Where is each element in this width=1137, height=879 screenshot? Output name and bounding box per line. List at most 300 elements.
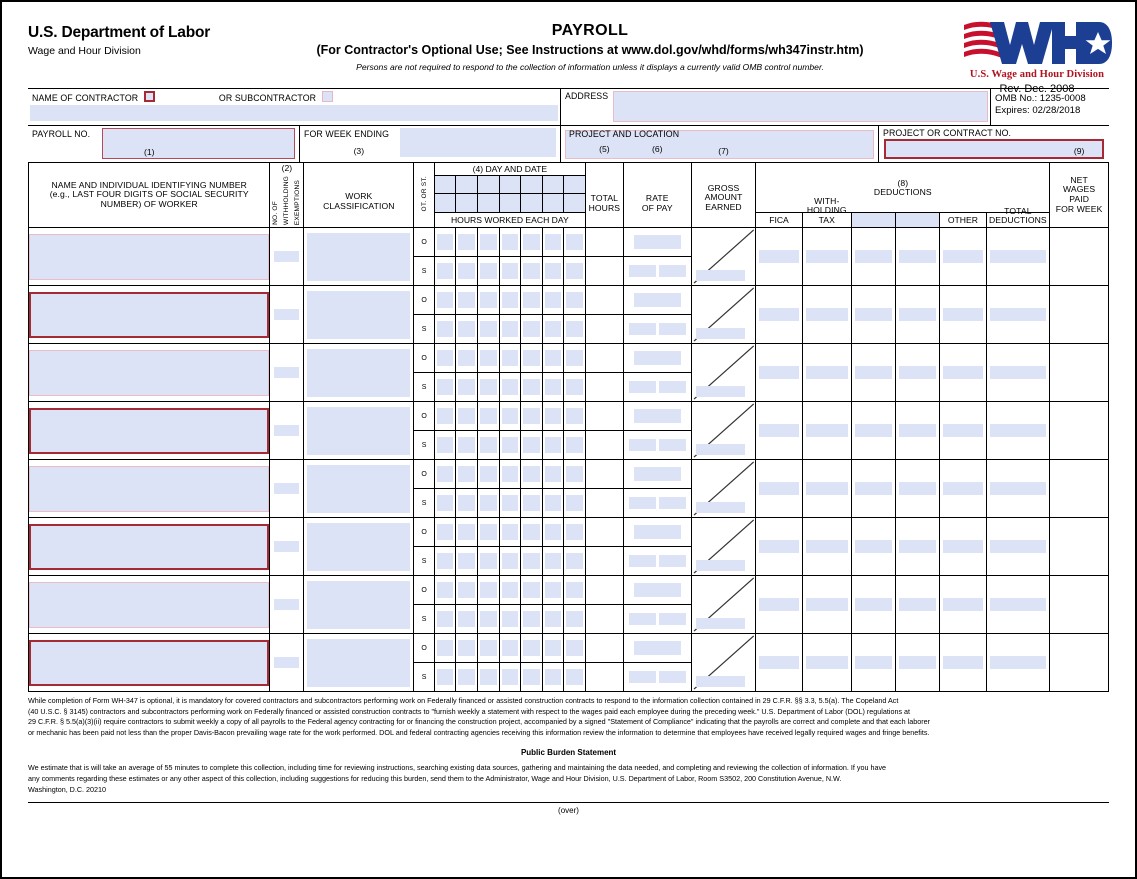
hours-cell-ot[interactable] (477, 518, 499, 547)
hours-input[interactable] (545, 669, 562, 685)
hours-cell-st[interactable] (456, 605, 478, 634)
hours-input[interactable] (502, 321, 519, 337)
deduction-cell-blank-a[interactable] (851, 402, 895, 460)
hours-input[interactable] (502, 669, 519, 685)
hours-input[interactable] (523, 495, 540, 511)
deduction-input[interactable] (990, 250, 1047, 263)
hours-input[interactable] (458, 669, 475, 685)
hours-input[interactable] (545, 321, 562, 337)
hours-cell-st[interactable] (564, 663, 586, 692)
rate-input[interactable] (634, 235, 681, 249)
rate-of-pay-cell-st[interactable] (623, 547, 691, 576)
hours-cell-st[interactable] (499, 257, 521, 286)
deduction-input[interactable] (759, 308, 798, 321)
hours-input[interactable] (502, 350, 519, 366)
hours-cell-ot[interactable] (564, 460, 586, 489)
date-cell-4[interactable] (499, 194, 521, 213)
hours-input[interactable] (480, 640, 497, 656)
hours-input[interactable] (502, 437, 519, 453)
hours-cell-st[interactable] (477, 431, 499, 460)
total-hours-cell-ot[interactable] (585, 344, 623, 373)
hours-input[interactable] (458, 640, 475, 656)
gross-amount-cell[interactable] (691, 518, 756, 576)
hours-input[interactable] (545, 350, 562, 366)
total-hours-cell-ot[interactable] (585, 402, 623, 431)
hours-cell-st[interactable] (564, 373, 586, 402)
hours-cell-ot[interactable] (564, 402, 586, 431)
gross-amount-cell[interactable] (691, 402, 756, 460)
hours-cell-st[interactable] (434, 373, 456, 402)
hours-cell-ot[interactable] (499, 344, 521, 373)
hours-input[interactable] (480, 379, 497, 395)
deduction-input[interactable] (990, 308, 1047, 321)
deduction-input[interactable] (899, 308, 936, 321)
work-classification-input[interactable] (307, 233, 410, 281)
contractor-name-input[interactable] (30, 105, 558, 121)
hours-input[interactable] (437, 669, 454, 685)
hours-cell-ot[interactable] (521, 576, 543, 605)
hours-input[interactable] (437, 495, 454, 511)
rate-of-pay-cell-ot[interactable] (623, 402, 691, 431)
hours-cell-st[interactable] (456, 257, 478, 286)
hours-cell-st[interactable] (564, 315, 586, 344)
exemptions-cell[interactable] (270, 228, 304, 286)
deduction-input[interactable] (806, 250, 848, 263)
deduction-input[interactable] (855, 598, 892, 611)
hours-cell-ot[interactable] (521, 460, 543, 489)
deduction-cell-other[interactable] (940, 576, 986, 634)
exemptions-input[interactable] (274, 483, 299, 494)
net-wages-cell[interactable] (1050, 576, 1109, 634)
hours-cell-ot[interactable] (434, 228, 456, 257)
deduction-cell-total-deductions[interactable] (986, 518, 1050, 576)
rate-of-pay-cell-ot[interactable] (623, 634, 691, 663)
hours-cell-st[interactable] (542, 315, 564, 344)
deduction-input[interactable] (806, 598, 848, 611)
worker-name-input[interactable] (29, 524, 269, 570)
deduction-input[interactable] (943, 598, 982, 611)
hours-input[interactable] (545, 379, 562, 395)
deduction-input[interactable] (855, 482, 892, 495)
hours-input[interactable] (502, 408, 519, 424)
deduction-cell-other[interactable] (940, 460, 986, 518)
hours-cell-ot[interactable] (477, 286, 499, 315)
ded-blank-b-header[interactable] (896, 213, 940, 228)
deduction-input[interactable] (943, 424, 982, 437)
hours-cell-st[interactable] (434, 547, 456, 576)
work-classification-input[interactable] (307, 407, 410, 455)
deduction-input[interactable] (990, 656, 1047, 669)
rate-input[interactable] (634, 351, 681, 365)
work-classification-input[interactable] (307, 639, 410, 687)
deduction-cell-total-deductions[interactable] (986, 228, 1050, 286)
gross-amount-cell[interactable] (691, 344, 756, 402)
deduction-cell-other[interactable] (940, 228, 986, 286)
hours-cell-ot[interactable] (521, 518, 543, 547)
hours-cell-st[interactable] (542, 431, 564, 460)
hours-input[interactable] (545, 553, 562, 569)
hours-cell-ot[interactable] (434, 286, 456, 315)
work-classification-input[interactable] (307, 291, 410, 339)
hours-cell-st[interactable] (477, 315, 499, 344)
deduction-cell-blank-a[interactable] (851, 576, 895, 634)
hours-input[interactable] (437, 553, 454, 569)
deduction-cell-fica[interactable] (756, 402, 802, 460)
deduction-cell-total-deductions[interactable] (986, 402, 1050, 460)
deduction-cell-blank-b[interactable] (896, 518, 940, 576)
deduction-input[interactable] (990, 598, 1047, 611)
deduction-cell-fica[interactable] (756, 576, 802, 634)
hours-input[interactable] (437, 408, 454, 424)
hours-cell-st[interactable] (499, 663, 521, 692)
hours-cell-ot[interactable] (477, 634, 499, 663)
hours-input[interactable] (437, 379, 454, 395)
hours-input[interactable] (502, 263, 519, 279)
hours-cell-st[interactable] (456, 489, 478, 518)
hours-input[interactable] (480, 437, 497, 453)
rate-of-pay-cell-ot[interactable] (623, 576, 691, 605)
deduction-input[interactable] (806, 308, 848, 321)
hours-cell-ot[interactable] (499, 518, 521, 547)
deduction-cell-fica[interactable] (756, 228, 802, 286)
hours-cell-ot[interactable] (521, 402, 543, 431)
date-cell-6[interactable] (542, 194, 564, 213)
deduction-input[interactable] (943, 540, 982, 553)
hours-cell-st[interactable] (521, 605, 543, 634)
deduction-cell-withholding[interactable] (802, 460, 851, 518)
hours-input[interactable] (458, 611, 475, 627)
rate-input-b[interactable] (659, 381, 686, 393)
hours-input[interactable] (437, 524, 454, 540)
deduction-input[interactable] (855, 250, 892, 263)
deduction-input[interactable] (855, 424, 892, 437)
hours-input[interactable] (480, 524, 497, 540)
hours-input[interactable] (566, 495, 583, 511)
hours-cell-st[interactable] (521, 315, 543, 344)
total-hours-cell-st[interactable] (585, 431, 623, 460)
hours-cell-st[interactable] (564, 431, 586, 460)
deduction-input[interactable] (759, 424, 798, 437)
hours-input[interactable] (480, 321, 497, 337)
deduction-cell-fica[interactable] (756, 634, 802, 692)
hours-cell-st[interactable] (499, 315, 521, 344)
hours-input[interactable] (566, 582, 583, 598)
hours-cell-st[interactable] (564, 489, 586, 518)
rate-input-a[interactable] (629, 439, 656, 451)
deduction-cell-other[interactable] (940, 344, 986, 402)
hours-input[interactable] (437, 350, 454, 366)
deduction-input[interactable] (899, 366, 936, 379)
deduction-cell-withholding[interactable] (802, 228, 851, 286)
deduction-cell-blank-a[interactable] (851, 344, 895, 402)
hours-cell-ot[interactable] (434, 576, 456, 605)
deduction-cell-total-deductions[interactable] (986, 634, 1050, 692)
gross-amount-input[interactable] (696, 270, 746, 281)
hours-input[interactable] (566, 437, 583, 453)
hours-input[interactable] (566, 524, 583, 540)
hours-cell-ot[interactable] (499, 286, 521, 315)
hours-input[interactable] (458, 321, 475, 337)
deduction-input[interactable] (855, 308, 892, 321)
deduction-input[interactable] (990, 424, 1047, 437)
deduction-cell-withholding[interactable] (802, 576, 851, 634)
work-classification-input[interactable] (307, 523, 410, 571)
deduction-cell-blank-a[interactable] (851, 228, 895, 286)
deduction-input[interactable] (806, 656, 848, 669)
hours-cell-st[interactable] (499, 431, 521, 460)
hours-input[interactable] (458, 524, 475, 540)
day-name-cell-3[interactable] (477, 175, 499, 194)
net-wages-cell[interactable] (1050, 286, 1109, 344)
hours-cell-st[interactable] (521, 489, 543, 518)
hours-cell-ot[interactable] (499, 460, 521, 489)
hours-input[interactable] (566, 611, 583, 627)
rate-of-pay-cell-st[interactable] (623, 489, 691, 518)
hours-cell-ot[interactable] (456, 402, 478, 431)
exemptions-input[interactable] (274, 425, 299, 436)
hours-input[interactable] (545, 466, 562, 482)
hours-input[interactable] (502, 495, 519, 511)
deduction-cell-blank-a[interactable] (851, 634, 895, 692)
hours-input[interactable] (458, 582, 475, 598)
deduction-input[interactable] (943, 308, 982, 321)
net-wages-cell[interactable] (1050, 460, 1109, 518)
total-hours-cell-st[interactable] (585, 663, 623, 692)
work-classification-input[interactable] (307, 581, 410, 629)
gross-amount-input[interactable] (696, 560, 746, 571)
rate-input-a[interactable] (629, 555, 656, 567)
contractor-checkbox[interactable] (144, 91, 155, 102)
hours-cell-ot[interactable] (542, 286, 564, 315)
deduction-input[interactable] (990, 366, 1047, 379)
net-wages-cell[interactable] (1050, 344, 1109, 402)
rate-input[interactable] (634, 525, 681, 539)
deduction-cell-other[interactable] (940, 634, 986, 692)
exemptions-cell[interactable] (270, 460, 304, 518)
total-hours-cell-ot[interactable] (585, 228, 623, 257)
address-input[interactable] (613, 91, 988, 122)
hours-input[interactable] (566, 640, 583, 656)
hours-cell-st[interactable] (542, 257, 564, 286)
hours-cell-st[interactable] (434, 257, 456, 286)
hours-input[interactable] (545, 582, 562, 598)
deduction-cell-withholding[interactable] (802, 402, 851, 460)
deduction-input[interactable] (759, 540, 798, 553)
rate-input-b[interactable] (659, 265, 686, 277)
deduction-cell-other[interactable] (940, 402, 986, 460)
hours-cell-st[interactable] (521, 373, 543, 402)
hours-input[interactable] (458, 495, 475, 511)
hours-cell-st[interactable] (564, 257, 586, 286)
hours-cell-ot[interactable] (434, 634, 456, 663)
hours-cell-ot[interactable] (564, 286, 586, 315)
deduction-cell-total-deductions[interactable] (986, 344, 1050, 402)
deduction-input[interactable] (806, 424, 848, 437)
hours-cell-ot[interactable] (499, 228, 521, 257)
hours-input[interactable] (437, 263, 454, 279)
date-cell-7[interactable] (564, 194, 586, 213)
deduction-cell-total-deductions[interactable] (986, 286, 1050, 344)
rate-input-a[interactable] (629, 497, 656, 509)
hours-cell-ot[interactable] (564, 576, 586, 605)
hours-cell-ot[interactable] (521, 286, 543, 315)
deduction-input[interactable] (855, 540, 892, 553)
hours-input[interactable] (566, 234, 583, 250)
date-cell-3[interactable] (477, 194, 499, 213)
gross-amount-input[interactable] (696, 444, 746, 455)
hours-cell-ot[interactable] (564, 228, 586, 257)
rate-of-pay-cell-ot[interactable] (623, 344, 691, 373)
hours-cell-ot[interactable] (542, 228, 564, 257)
deduction-cell-fica[interactable] (756, 286, 802, 344)
exemptions-input[interactable] (274, 657, 299, 668)
hours-input[interactable] (437, 582, 454, 598)
hours-input[interactable] (566, 321, 583, 337)
hours-cell-st[interactable] (434, 489, 456, 518)
rate-input[interactable] (634, 409, 681, 423)
hours-input[interactable] (523, 437, 540, 453)
rate-of-pay-cell-st[interactable] (623, 373, 691, 402)
hours-cell-st[interactable] (542, 605, 564, 634)
hours-cell-ot[interactable] (477, 576, 499, 605)
week-ending-input[interactable] (400, 128, 556, 157)
hours-cell-ot[interactable] (542, 460, 564, 489)
gross-amount-cell[interactable] (691, 460, 756, 518)
hours-cell-st[interactable] (477, 547, 499, 576)
hours-cell-st[interactable] (499, 547, 521, 576)
hours-input[interactable] (545, 495, 562, 511)
hours-input[interactable] (523, 234, 540, 250)
exemptions-cell[interactable] (270, 286, 304, 344)
gross-amount-cell[interactable] (691, 576, 756, 634)
rate-input[interactable] (634, 583, 681, 597)
hours-cell-ot[interactable] (499, 634, 521, 663)
hours-cell-st[interactable] (456, 547, 478, 576)
hours-cell-st[interactable] (456, 315, 478, 344)
total-hours-cell-st[interactable] (585, 315, 623, 344)
gross-amount-input[interactable] (696, 328, 746, 339)
rate-input-b[interactable] (659, 497, 686, 509)
deduction-input[interactable] (759, 366, 798, 379)
deduction-input[interactable] (990, 482, 1047, 495)
hours-input[interactable] (480, 263, 497, 279)
gross-amount-input[interactable] (696, 618, 746, 629)
worker-name-input[interactable] (29, 640, 269, 686)
hours-cell-ot[interactable] (456, 518, 478, 547)
hours-input[interactable] (523, 524, 540, 540)
exemptions-input[interactable] (274, 541, 299, 552)
hours-input[interactable] (566, 292, 583, 308)
hours-input[interactable] (502, 234, 519, 250)
total-hours-cell-ot[interactable] (585, 576, 623, 605)
deduction-input[interactable] (759, 250, 798, 263)
hours-cell-st[interactable] (499, 373, 521, 402)
deduction-input[interactable] (759, 598, 798, 611)
hours-input[interactable] (458, 379, 475, 395)
deduction-cell-total-deductions[interactable] (986, 576, 1050, 634)
hours-input[interactable] (437, 292, 454, 308)
hours-input[interactable] (458, 408, 475, 424)
hours-input[interactable] (523, 379, 540, 395)
deduction-cell-blank-b[interactable] (896, 576, 940, 634)
hours-cell-st[interactable] (521, 547, 543, 576)
deduction-input[interactable] (990, 540, 1047, 553)
net-wages-cell[interactable] (1050, 518, 1109, 576)
hours-input[interactable] (480, 234, 497, 250)
hours-cell-ot[interactable] (434, 402, 456, 431)
hours-cell-ot[interactable] (499, 576, 521, 605)
hours-cell-ot[interactable] (456, 576, 478, 605)
hours-cell-ot[interactable] (434, 518, 456, 547)
exemptions-cell[interactable] (270, 634, 304, 692)
hours-input[interactable] (458, 292, 475, 308)
deduction-cell-other[interactable] (940, 286, 986, 344)
deduction-input[interactable] (899, 482, 936, 495)
hours-cell-st[interactable] (456, 431, 478, 460)
hours-cell-ot[interactable] (542, 634, 564, 663)
hours-cell-ot[interactable] (564, 634, 586, 663)
deduction-input[interactable] (943, 656, 982, 669)
hours-cell-ot[interactable] (542, 518, 564, 547)
hours-cell-st[interactable] (456, 663, 478, 692)
rate-of-pay-cell-st[interactable] (623, 315, 691, 344)
gross-amount-cell[interactable] (691, 228, 756, 286)
rate-input-b[interactable] (659, 555, 686, 567)
rate-input-a[interactable] (629, 671, 656, 683)
deduction-cell-blank-b[interactable] (896, 402, 940, 460)
hours-input[interactable] (502, 379, 519, 395)
hours-cell-st[interactable] (477, 489, 499, 518)
deduction-cell-blank-a[interactable] (851, 286, 895, 344)
worker-name-input[interactable] (29, 292, 269, 338)
deduction-input[interactable] (806, 366, 848, 379)
hours-cell-st[interactable] (434, 431, 456, 460)
hours-cell-st[interactable] (477, 257, 499, 286)
total-hours-cell-st[interactable] (585, 373, 623, 402)
hours-input[interactable] (523, 582, 540, 598)
work-classification-input[interactable] (307, 349, 410, 397)
hours-input[interactable] (480, 466, 497, 482)
hours-input[interactable] (545, 408, 562, 424)
hours-input[interactable] (523, 640, 540, 656)
hours-input[interactable] (523, 669, 540, 685)
gross-amount-input[interactable] (696, 502, 746, 513)
hours-input[interactable] (480, 582, 497, 598)
hours-input[interactable] (480, 495, 497, 511)
hours-input[interactable] (502, 553, 519, 569)
hours-cell-ot[interactable] (456, 286, 478, 315)
hours-cell-st[interactable] (521, 431, 543, 460)
rate-of-pay-cell-ot[interactable] (623, 460, 691, 489)
hours-input[interactable] (523, 350, 540, 366)
hours-cell-st[interactable] (434, 605, 456, 634)
rate-input-a[interactable] (629, 265, 656, 277)
day-name-cell-1[interactable] (434, 175, 456, 194)
hours-input[interactable] (566, 466, 583, 482)
exemptions-cell[interactable] (270, 518, 304, 576)
hours-input[interactable] (502, 524, 519, 540)
hours-cell-st[interactable] (499, 489, 521, 518)
hours-input[interactable] (437, 611, 454, 627)
deduction-input[interactable] (759, 482, 798, 495)
exemptions-input[interactable] (274, 367, 299, 378)
worker-name-input[interactable] (29, 466, 269, 512)
hours-cell-ot[interactable] (434, 344, 456, 373)
hours-cell-ot[interactable] (434, 460, 456, 489)
day-name-cell-7[interactable] (564, 175, 586, 194)
hours-cell-st[interactable] (542, 489, 564, 518)
hours-cell-st[interactable] (434, 663, 456, 692)
